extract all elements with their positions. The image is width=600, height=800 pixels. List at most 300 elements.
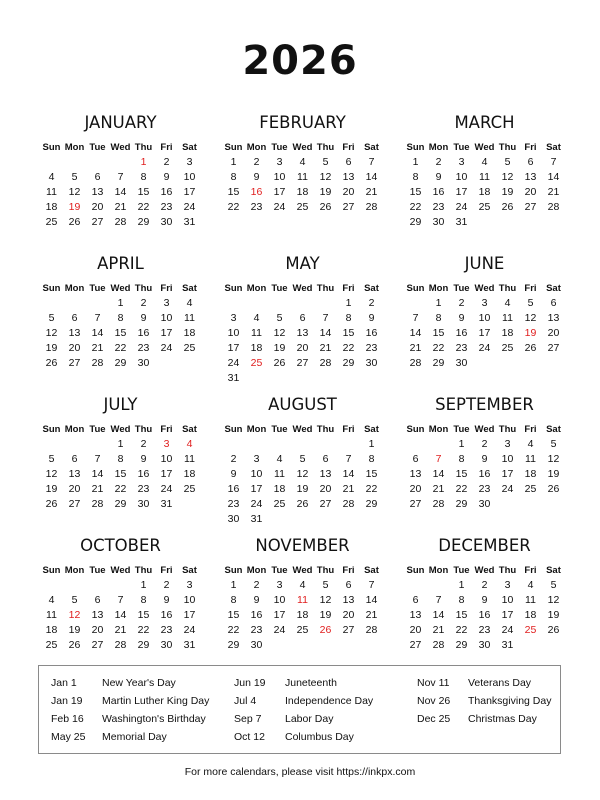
weekday-label: Sat [364, 142, 379, 153]
weekday-label: Fri [524, 142, 537, 153]
holiday-date: Jan 1 [51, 677, 77, 689]
day-cell: 4 [527, 438, 534, 450]
day-cell: 28 [114, 216, 127, 229]
months-grid [40, 112, 586, 676]
day-cell: 19 [273, 342, 286, 355]
day-cell: 14 [342, 468, 355, 481]
day-cell: 31 [183, 639, 196, 652]
day-cell: 15 [365, 468, 378, 481]
day-cell: 22 [342, 342, 355, 355]
weekday-label: Mon [64, 565, 85, 576]
day-cell: 29 [114, 357, 127, 370]
day-cell: 5 [504, 156, 511, 168]
weekday-label: Thu [498, 424, 517, 435]
day-cell: 21 [432, 483, 445, 496]
day-cell: 28 [547, 201, 560, 214]
day-cell: 17 [501, 609, 514, 622]
day-cell: 13 [409, 609, 422, 622]
day-cell: 9 [253, 171, 260, 184]
day-cell: 22 [365, 483, 378, 496]
day-cell: 15 [137, 609, 150, 622]
day-cell: 28 [91, 357, 104, 370]
weekday-label: Sat [364, 565, 379, 576]
blank-cell [86, 578, 109, 593]
weekday-label: Wed [110, 142, 131, 153]
day-cell: 27 [409, 498, 422, 511]
blank-cell [427, 437, 450, 452]
day-cell: 19 [45, 342, 58, 355]
day-cell: 22 [455, 483, 468, 496]
weekday-header [404, 281, 586, 296]
day-cell: 16 [227, 483, 240, 496]
month-name: JANUARY [84, 113, 157, 132]
day-cell: 10 [501, 594, 514, 607]
weekday-label: Sat [546, 424, 561, 435]
day-cell: 7 [412, 312, 419, 325]
weekday-label: Tue [89, 142, 106, 153]
blank-cell [109, 578, 132, 593]
day-cell: 11 [525, 594, 536, 607]
day-cell: 20 [91, 201, 104, 214]
blank-cell [337, 437, 360, 452]
blank-cell [245, 437, 268, 452]
day-cell: 29 [365, 498, 378, 511]
weekday-label: Fri [160, 424, 173, 435]
day-cell: 28 [319, 357, 332, 370]
blank-cell [63, 155, 86, 170]
day-cell: 30 [227, 513, 240, 526]
days-grid [404, 155, 586, 230]
weekday-label: Mon [246, 424, 267, 435]
day-cell: 25 [501, 342, 514, 355]
day-cell: 19 [319, 186, 332, 199]
day-cell: 20 [68, 342, 81, 355]
weekday-label: Tue [271, 283, 288, 294]
day-cell: 7 [368, 156, 375, 168]
day-cell: 23 [160, 624, 173, 637]
day-cell: 10 [183, 594, 196, 607]
day-cell: 10 [160, 312, 173, 325]
day-cell: 5 [48, 312, 55, 325]
day-cell: 25 [273, 498, 286, 511]
day-cell: 8 [458, 453, 465, 466]
day-cell: 31 [455, 216, 468, 229]
day-cell: 12 [273, 327, 286, 340]
day-cell: 22 [227, 201, 240, 214]
day-cell: 9 [481, 453, 488, 466]
day-cell: 26 [68, 639, 81, 652]
day-cell: 7 [368, 579, 375, 591]
day-cell: 12 [45, 327, 58, 340]
weekday-label: Sun [406, 565, 425, 576]
weekday-label: Wed [474, 565, 495, 576]
day-cell: 2 [458, 297, 465, 309]
weekday-label: Mon [246, 142, 267, 153]
blank-cell [40, 437, 63, 452]
day-cell: 22 [227, 624, 240, 637]
day-cell: 30 [137, 498, 150, 511]
day-cell: 8 [412, 171, 419, 184]
day-cell: 4 [48, 171, 55, 184]
weekday-label: Tue [453, 283, 470, 294]
day-cell: 2 [163, 156, 170, 168]
day-cell: 14 [114, 186, 127, 199]
day-cell: 9 [163, 594, 170, 607]
days-grid [404, 296, 586, 371]
day-cell: 23 [432, 201, 445, 214]
day-cell: 22 [455, 624, 468, 637]
weekday-header [40, 281, 222, 296]
month-may [222, 253, 404, 394]
day-cell: 13 [296, 327, 309, 340]
day-cell: 9 [368, 312, 375, 325]
day-cell: 3 [276, 156, 283, 168]
weekday-header [40, 422, 222, 437]
day-cell: 9 [458, 312, 465, 325]
day-cell: 28 [342, 498, 355, 511]
day-cell: 16 [250, 609, 263, 622]
day-cell: 17 [455, 186, 468, 199]
day-cell: 26 [68, 216, 81, 229]
weekday-label: Mon [246, 565, 267, 576]
month-name: JULY [103, 395, 138, 414]
day-cell: 9 [230, 468, 237, 481]
day-cell: 23 [160, 201, 173, 214]
day-cell: 1 [458, 579, 465, 591]
blank-cell [63, 578, 86, 593]
day-cell: 14 [365, 171, 378, 184]
day-cell: 12 [296, 468, 309, 481]
day-cell: 5 [71, 171, 78, 184]
day-cell: 2 [435, 156, 442, 168]
day-cell: 7 [322, 312, 329, 325]
blank-cell [86, 437, 109, 452]
day-cell: 23 [478, 624, 491, 637]
day-cell: 5 [48, 453, 55, 466]
holiday-name: Columbus Day [285, 731, 354, 743]
weekday-label: Fri [524, 565, 537, 576]
weekday-header [222, 140, 404, 155]
day-cell: 18 [250, 342, 263, 355]
day-cell: 13 [409, 468, 422, 481]
day-cell: 30 [160, 216, 173, 229]
blank-cell [404, 578, 427, 593]
day-cell: 1 [345, 297, 352, 309]
day-cell: 3 [276, 579, 283, 591]
day-cell: 27 [296, 357, 309, 370]
holiday-name: Christmas Day [468, 713, 537, 725]
day-cell: 31 [501, 639, 514, 652]
blank-cell [86, 155, 109, 170]
day-cell: 14 [365, 594, 378, 607]
holiday-name: New Year's Day [102, 677, 176, 689]
day-cell: 25 [45, 639, 58, 652]
day-cell: 18 [501, 327, 514, 340]
holiday-date: Jun 19 [234, 677, 266, 689]
day-cell: 26 [273, 357, 286, 370]
day-cell: 11 [46, 186, 57, 199]
day-cell: 6 [322, 453, 329, 466]
weekday-label: Tue [453, 565, 470, 576]
blank-cell [268, 437, 291, 452]
blank-cell [109, 155, 132, 170]
day-cell: 30 [455, 357, 468, 370]
day-cell: 22 [114, 483, 127, 496]
weekday-label: Wed [292, 565, 313, 576]
weekday-header [40, 140, 222, 155]
day-cell: 20 [68, 483, 81, 496]
weekday-label: Thu [498, 565, 517, 576]
day-cell: 6 [527, 156, 534, 168]
day-cell: 12 [547, 594, 560, 607]
weekday-label: Tue [453, 142, 470, 153]
day-cell: 27 [524, 201, 537, 214]
weekday-label: Mon [428, 565, 449, 576]
day-cell: 9 [481, 594, 488, 607]
month-name: NOVEMBER [255, 536, 350, 555]
weekday-header [222, 563, 404, 578]
holiday-list-box [38, 665, 561, 754]
day-cell: 23 [137, 342, 150, 355]
day-cell: 21 [547, 186, 560, 199]
weekday-label: Thu [498, 142, 517, 153]
day-cell: 29 [114, 498, 127, 511]
weekday-label: Fri [342, 565, 355, 576]
days-grid [404, 437, 586, 512]
day-cell: 8 [117, 453, 124, 466]
weekday-label: Mon [428, 142, 449, 153]
weekday-label: Fri [524, 283, 537, 294]
day-cell: 30 [365, 357, 378, 370]
day-cell: 6 [71, 453, 78, 466]
blank-cell [245, 296, 268, 311]
day-cell: 7 [94, 453, 101, 466]
weekday-label: Fri [342, 142, 355, 153]
day-cell: 14 [114, 609, 127, 622]
days-grid [40, 296, 222, 371]
day-cell: 29 [409, 216, 422, 229]
day-cell: 17 [478, 327, 491, 340]
day-cell: 5 [71, 594, 78, 607]
day-cell: 29 [342, 357, 355, 370]
month-april [40, 253, 222, 394]
holiday-day-cell: 26 [319, 624, 332, 637]
day-cell: 4 [481, 156, 488, 168]
day-cell: 1 [458, 438, 465, 450]
day-cell: 16 [365, 327, 378, 340]
holiday-date: Nov 11 [417, 677, 450, 689]
year-title: 2026 [242, 38, 358, 84]
weekday-label: Thu [134, 565, 153, 576]
day-cell: 15 [137, 186, 150, 199]
holiday-name: Martin Luther King Day [102, 695, 210, 707]
day-cell: 24 [160, 483, 173, 496]
day-cell: 26 [45, 498, 58, 511]
day-cell: 17 [160, 327, 173, 340]
day-cell: 16 [160, 186, 173, 199]
day-cell: 10 [160, 453, 173, 466]
weekday-label: Mon [428, 283, 449, 294]
day-cell: 16 [478, 609, 491, 622]
day-cell: 24 [160, 342, 173, 355]
day-cell: 8 [117, 312, 124, 325]
month-name: SEPTEMBER [435, 395, 534, 414]
holiday-day-cell: 19 [68, 201, 81, 214]
day-cell: 29 [455, 639, 468, 652]
day-cell: 13 [91, 609, 104, 622]
day-cell: 26 [501, 201, 514, 214]
weekday-label: Sat [182, 565, 197, 576]
day-cell: 6 [550, 297, 557, 309]
day-cell: 18 [296, 609, 309, 622]
day-cell: 16 [432, 186, 445, 199]
day-cell: 10 [227, 327, 240, 340]
weekday-label: Tue [453, 424, 470, 435]
footer-note: For more calendars, please visit https://inkpx.com [184, 766, 416, 778]
weekday-label: Tue [89, 283, 106, 294]
day-cell: 13 [342, 594, 355, 607]
day-cell: 12 [501, 171, 514, 184]
day-cell: 23 [455, 342, 468, 355]
month-august [222, 394, 404, 535]
day-cell: 3 [504, 438, 511, 450]
day-cell: 17 [227, 342, 240, 355]
weekday-label: Sun [42, 283, 61, 294]
day-cell: 18 [183, 468, 196, 481]
month-october [40, 535, 222, 676]
day-cell: 26 [547, 483, 560, 496]
weekday-label: Tue [271, 424, 288, 435]
holiday-name: Independence Day [285, 695, 374, 707]
day-cell: 5 [550, 579, 557, 591]
weekday-label: Thu [134, 142, 153, 153]
month-name: JUNE [464, 254, 505, 273]
holiday-day-cell: 1 [140, 156, 147, 168]
blank-cell [40, 155, 63, 170]
day-cell: 7 [345, 453, 352, 466]
weekday-label: Thu [316, 283, 335, 294]
day-cell: 26 [547, 624, 560, 637]
weekday-label: Tue [89, 565, 106, 576]
day-cell: 11 [274, 468, 285, 481]
blank-cell [314, 296, 337, 311]
day-cell: 15 [227, 609, 240, 622]
weekday-label: Mon [64, 283, 85, 294]
day-cell: 16 [137, 468, 150, 481]
day-cell: 4 [299, 156, 306, 168]
day-cell: 5 [322, 579, 329, 591]
day-cell: 12 [547, 453, 560, 466]
days-grid [40, 155, 222, 230]
day-cell: 13 [68, 468, 81, 481]
day-cell: 30 [432, 216, 445, 229]
day-cell: 4 [253, 312, 260, 325]
weekday-header [404, 563, 586, 578]
day-cell: 13 [524, 171, 537, 184]
day-cell: 6 [71, 312, 78, 325]
day-cell: 2 [253, 579, 260, 591]
day-cell: 11 [251, 327, 262, 340]
day-cell: 6 [412, 594, 419, 607]
day-cell: 3 [186, 156, 193, 168]
weekday-header [222, 422, 404, 437]
blank-cell [314, 437, 337, 452]
day-cell: 28 [365, 624, 378, 637]
weekday-label: Wed [474, 283, 495, 294]
weekday-label: Thu [498, 283, 517, 294]
day-cell: 5 [322, 156, 329, 168]
day-cell: 15 [432, 327, 445, 340]
day-cell: 8 [345, 312, 352, 325]
day-cell: 15 [455, 468, 468, 481]
month-july [40, 394, 222, 535]
day-cell: 19 [501, 186, 514, 199]
day-cell: 17 [183, 186, 196, 199]
day-cell: 30 [478, 639, 491, 652]
day-cell: 27 [68, 498, 81, 511]
day-cell: 2 [481, 438, 488, 450]
day-cell: 6 [299, 312, 306, 325]
weekday-label: Mon [428, 424, 449, 435]
day-cell: 9 [163, 171, 170, 184]
day-cell: 27 [91, 639, 104, 652]
day-cell: 13 [91, 186, 104, 199]
day-cell: 28 [365, 201, 378, 214]
weekday-label: Wed [110, 565, 131, 576]
day-cell: 18 [524, 468, 537, 481]
day-cell: 21 [91, 483, 104, 496]
day-cell: 1 [117, 438, 124, 450]
day-cell: 13 [319, 468, 332, 481]
day-cell: 6 [94, 594, 101, 607]
day-cell: 10 [273, 594, 286, 607]
day-cell: 20 [91, 624, 104, 637]
weekday-label: Sat [546, 283, 561, 294]
weekday-label: Sun [224, 424, 243, 435]
day-cell: 4 [299, 579, 306, 591]
day-cell: 29 [455, 498, 468, 511]
day-cell: 14 [319, 327, 332, 340]
blank-cell [291, 296, 314, 311]
weekday-label: Wed [292, 142, 313, 153]
day-cell: 30 [478, 498, 491, 511]
day-cell: 9 [435, 171, 442, 184]
day-cell: 7 [435, 594, 442, 607]
weekday-label: Sat [364, 283, 379, 294]
day-cell: 2 [140, 297, 147, 309]
day-cell: 7 [94, 312, 101, 325]
day-cell: 1 [140, 579, 147, 591]
weekday-label: Mon [64, 142, 85, 153]
day-cell: 1 [435, 297, 442, 309]
weekday-label: Tue [271, 142, 288, 153]
day-cell: 6 [94, 171, 101, 184]
day-cell: 19 [45, 483, 58, 496]
day-cell: 25 [45, 216, 58, 229]
day-cell: 20 [547, 327, 560, 340]
day-cell: 14 [409, 327, 422, 340]
holiday-day-cell: 25 [524, 624, 537, 637]
day-cell: 24 [478, 342, 491, 355]
day-cell: 18 [273, 483, 286, 496]
day-cell: 23 [250, 201, 263, 214]
month-name: DECEMBER [438, 536, 531, 555]
blank-cell [404, 437, 427, 452]
day-cell: 19 [68, 624, 81, 637]
day-cell: 4 [527, 579, 534, 591]
day-cell: 11 [479, 171, 490, 184]
day-cell: 11 [525, 453, 536, 466]
